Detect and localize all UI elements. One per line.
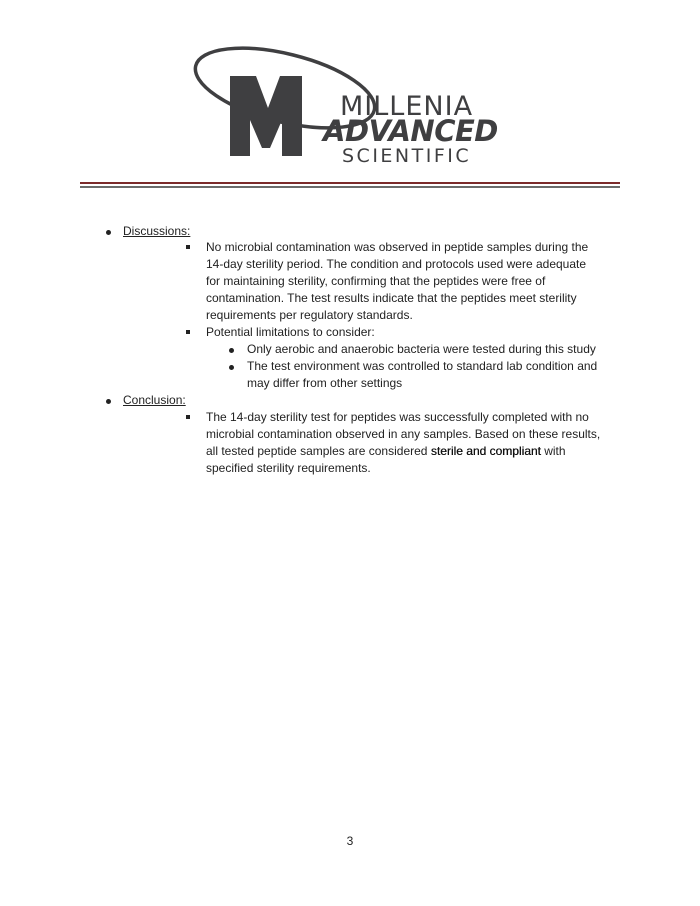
conclusion-line2: microbial contamination observed in any samples. Based on these results, [206,427,601,441]
conclusion-emphasis: sterile and compliant [430,444,541,458]
header-rule-red [80,182,620,184]
discussion-item1-line4: contamination. The test results indicate that the peptides meet sterility [206,291,577,305]
page-number: 3 [346,834,354,848]
logo-text-millenia: MILLENIA [340,91,474,122]
bullet-discussion-item1 [186,245,190,249]
logo-m-shape [230,76,302,156]
discussion-item1-line1: No microbial contamination was observed in peptide samples during the [206,240,589,254]
conclusion-line4: specified sterility requirements. [206,461,371,475]
logo-text-scientific: SCIENTIFIC [342,145,472,167]
conclusion-line3-end: with [540,444,566,458]
section-heading-conclusion: Conclusion: [123,393,186,407]
bullet-sub2 [229,365,234,370]
bullet-conclusion [106,399,111,404]
conclusion-line3-start: all tested peptide samples are considered [206,444,431,458]
conclusion-line1: The 14-day sterility test for peptides was successfully completed with no [206,410,589,424]
bullet-sub1 [229,348,234,353]
discussion-item2: Potential limitations to consider: [206,325,375,339]
conclusion-line3 [206,443,616,460]
discussion-sub2-line1: The test environment was controlled to standard lab condition and [247,359,598,373]
section-heading-discussions: Discussions: [123,224,191,238]
header-rule-gray [80,186,620,188]
discussion-sub1: Only aerobic and anaerobic bacteria were tested during this study [247,342,596,356]
discussion-item1-line5: requirements per regulatory standards. [206,308,413,322]
discussion-sub2-line2: may differ from other settings [247,376,403,390]
logo-text-advanced: ADVANCED [323,114,498,148]
discussion-item1-line3: for maintaining sterility, confirming that the peptides were free of [206,274,546,288]
bullet-conclusion-item [186,415,190,419]
discussion-item1-line2: 14-day sterility period. The condition and protocols used were adequate [206,257,587,271]
bullet-discussion-item2 [186,330,190,334]
bullet-discussions [106,230,111,235]
